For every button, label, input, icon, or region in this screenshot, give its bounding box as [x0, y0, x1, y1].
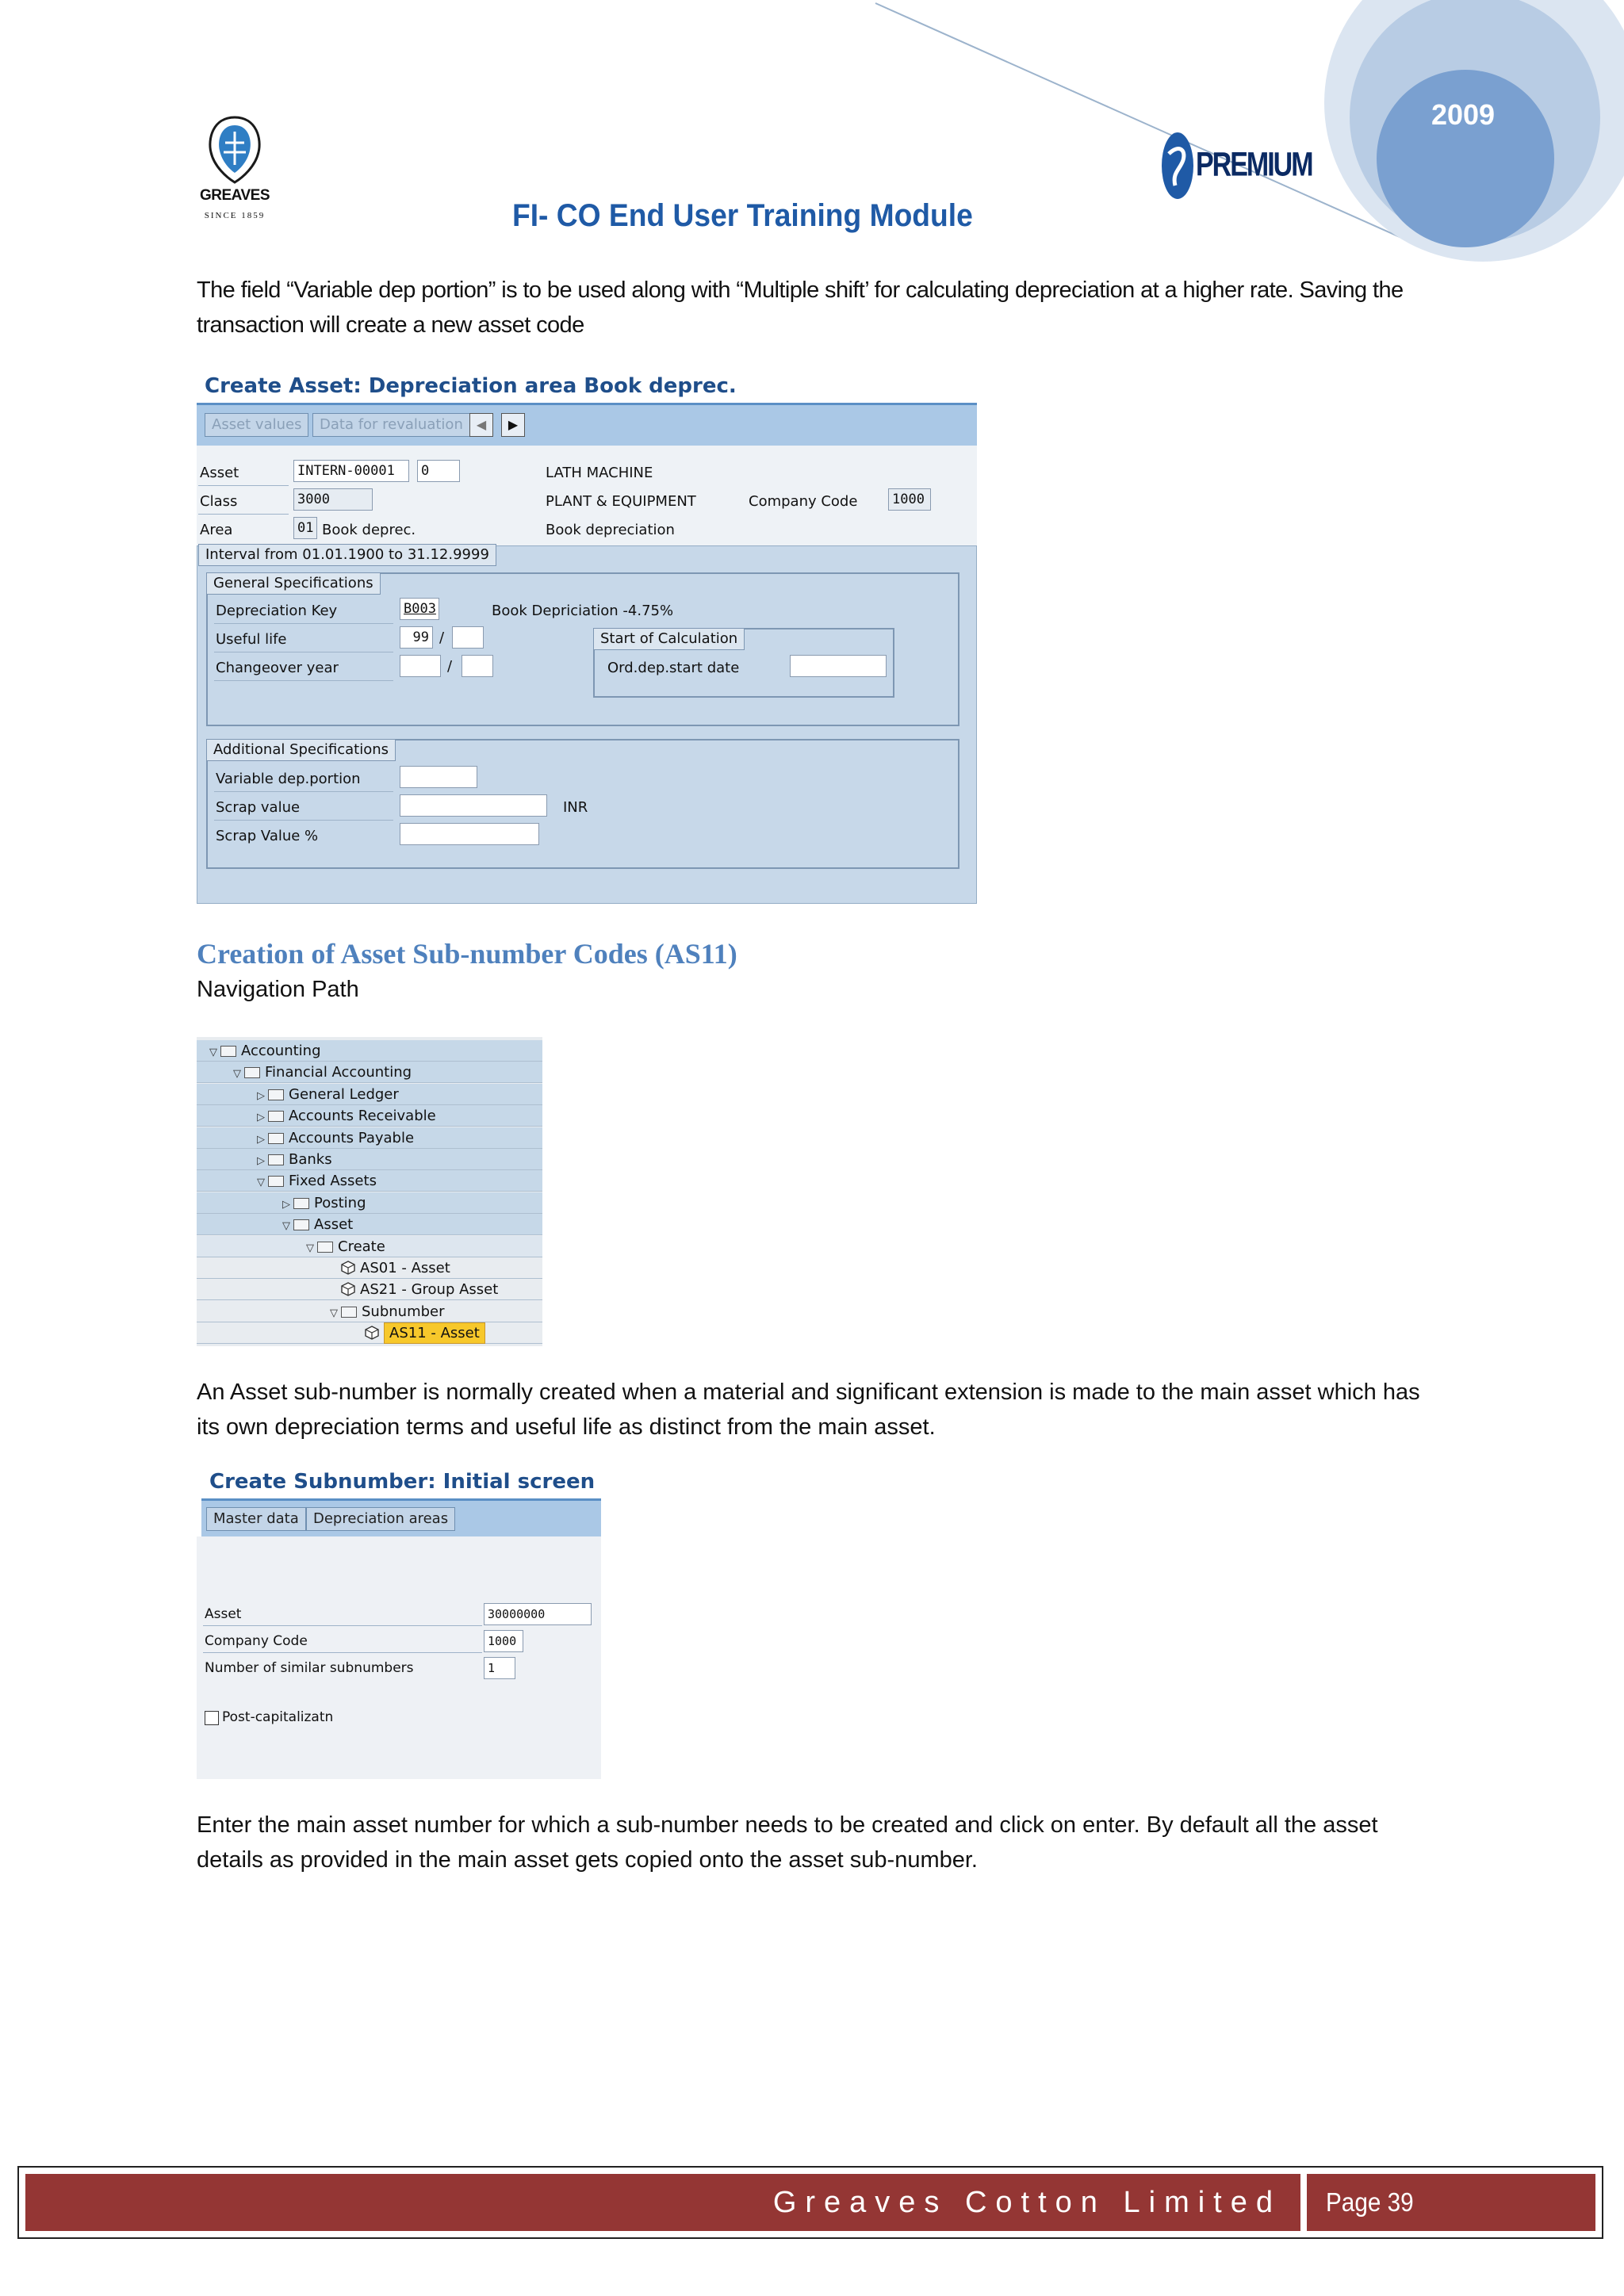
- intro-paragraph: The field “Variable dep portion” is to be used along with “Multiple shift’ for calculating depreciation at a higher rate. Saving the transaction will create a new asset code: [197, 277, 1404, 338]
- data-for-revaluation-button[interactable]: Data for revaluation: [312, 413, 470, 437]
- tree-node[interactable]: [209, 1040, 321, 1062]
- main-asset-field[interactable]: 30000000: [484, 1603, 592, 1625]
- folder-icon: [268, 1089, 284, 1100]
- useful-life-periods-field[interactable]: [452, 626, 484, 649]
- depreciation-key-description: Book Depriciation -4.75%: [492, 603, 674, 619]
- screen-toolbar: [197, 403, 977, 446]
- open-folder-icon: [220, 1046, 236, 1057]
- asset-number-field[interactable]: INTERN-00001: [293, 460, 409, 482]
- subnumber-instructions-paragraph: Enter the main asset number for which a sub-number needs to be created and click on enter. By default all the asset details as provided in the main asset gets copied onto the asset sub-number.: [197, 1812, 1378, 1873]
- premium-wordmark: PREMIUM: [1196, 146, 1312, 184]
- depreciation-key-field[interactable]: B003: [400, 598, 439, 620]
- footer-company-name: Greaves Cotton Limited: [772, 2186, 1281, 2219]
- tree-node[interactable]: [330, 1301, 445, 1322]
- create-asset-screen: [197, 371, 977, 904]
- open-folder-icon: [341, 1307, 357, 1318]
- tree-node-label: Financial Accounting: [265, 1064, 412, 1081]
- post-capitalization-checkbox[interactable]: [205, 1711, 219, 1725]
- expanded-triangle-icon: ▽: [282, 1220, 290, 1233]
- tree-node[interactable]: [354, 1322, 485, 1344]
- tree-node-label: Banks: [289, 1151, 332, 1168]
- asset-label: Asset: [200, 465, 239, 481]
- open-folder-icon: [317, 1242, 333, 1253]
- screen-title: Create Subnumber: Initial screen: [209, 1470, 596, 1494]
- similar-subnumbers-label: Number of similar subnumbers: [205, 1660, 414, 1676]
- changeover-year-label: Changeover year: [216, 660, 339, 676]
- expanded-triangle-icon: ▽: [330, 1307, 338, 1319]
- useful-life-separator: /: [439, 629, 445, 646]
- company-code-field: 1000: [888, 488, 931, 511]
- transaction-cube-icon: [341, 1260, 355, 1274]
- changeover-period-field[interactable]: [462, 655, 493, 677]
- tree-node-label: Accounting: [241, 1043, 321, 1059]
- greaves-logo-icon: [195, 114, 274, 187]
- depreciation-areas-button[interactable]: Depreciation areas: [306, 1507, 455, 1531]
- depreciation-key-label: Depreciation Key: [216, 603, 338, 619]
- useful-life-label: Useful life: [216, 631, 287, 648]
- expanded-triangle-icon: ▽: [233, 1068, 241, 1081]
- transaction-cube-icon: [365, 1325, 379, 1339]
- interval-label: Interval from 01.01.1900 to 31.12.9999: [198, 544, 496, 566]
- additional-specifications-title: Additional Specifications: [206, 739, 396, 761]
- tree-node-label: Accounts Payable: [289, 1129, 415, 1146]
- asset-description: LATH MACHINE: [546, 465, 653, 481]
- section-heading: Creation of Asset Sub-number Codes (AS11): [197, 938, 737, 970]
- expanded-triangle-icon: ▽: [209, 1047, 217, 1058]
- tree-node[interactable]: [257, 1170, 377, 1192]
- subnumber-explanation-paragraph: An Asset sub-number is normally created when a material and significant extension is made to the main asset which has its own depreciation terms and useful life as distinct from the main asset.: [197, 1380, 1420, 1440]
- tree-node[interactable]: [257, 1105, 436, 1127]
- ord-dep-start-field[interactable]: [790, 655, 887, 677]
- post-capitalization-label: Post-capitalizatn: [222, 1709, 334, 1725]
- premium-logo-icon: [1158, 130, 1197, 201]
- tree-node[interactable]: [330, 1279, 498, 1300]
- tree-node-label: Subnumber: [362, 1303, 445, 1320]
- ord-dep-start-label: Ord.dep.start date: [607, 660, 740, 676]
- asset-subnumber-field[interactable]: 0: [417, 460, 460, 482]
- tree-node[interactable]: [282, 1192, 366, 1214]
- tree-node-label: AS01 - Asset: [360, 1260, 450, 1276]
- open-folder-icon: [293, 1219, 309, 1230]
- folder-icon: [268, 1111, 284, 1122]
- folder-icon: [268, 1133, 284, 1144]
- tree-node-label: Fixed Assets: [289, 1173, 377, 1190]
- expanded-triangle-icon: ▽: [306, 1242, 314, 1254]
- transaction-cube-icon: [341, 1281, 355, 1295]
- tree-node[interactable]: [306, 1236, 385, 1257]
- tree-node-label: Asset: [314, 1216, 354, 1234]
- tree-node-label: General Ledger: [289, 1085, 399, 1103]
- class-field: 3000: [293, 488, 373, 511]
- tree-node[interactable]: [233, 1062, 412, 1083]
- document-title: FI- CO End User Training Module: [512, 198, 973, 233]
- tree-row-band: [197, 1149, 542, 1170]
- tree-node-label: Create: [338, 1238, 385, 1255]
- area-label: Area: [200, 522, 233, 538]
- scrap-value-field[interactable]: [400, 794, 547, 817]
- area-text: Book deprec.: [322, 522, 416, 538]
- tree-node-label: AS11 - Asset: [384, 1322, 485, 1344]
- navigation-path-label: Navigation Path: [197, 977, 359, 1002]
- screen-title: Create Asset: Depreciation area Book deprec.: [205, 374, 737, 398]
- scrap-value-label: Scrap value: [216, 799, 301, 816]
- tree-node[interactable]: [257, 1127, 414, 1149]
- area-field: 01: [293, 517, 317, 539]
- scrap-value-currency: INR: [563, 799, 588, 816]
- collapsed-triangle-icon: ▷: [257, 1089, 265, 1102]
- expanded-triangle-icon: ▽: [257, 1177, 265, 1189]
- open-folder-icon: [268, 1176, 284, 1187]
- tree-node[interactable]: [282, 1214, 353, 1235]
- tree-node-label: Posting: [314, 1194, 366, 1211]
- folder-icon: [293, 1198, 309, 1209]
- screen-toolbar: [201, 1498, 601, 1536]
- navigation-tree: [197, 1037, 542, 1346]
- useful-life-years-field[interactable]: 99: [400, 626, 433, 649]
- create-subnumber-screen: [197, 1468, 601, 1779]
- company-code-field[interactable]: 1000: [484, 1630, 523, 1652]
- company-code-label: Company Code: [205, 1633, 308, 1649]
- collapsed-triangle-icon: ▷: [282, 1198, 290, 1211]
- tree-node-label: AS21 - Group Asset: [360, 1281, 499, 1299]
- tree-row-band: [197, 1192, 542, 1214]
- company-code-label: Company Code: [749, 493, 858, 510]
- variable-dep-portion-field[interactable]: [400, 766, 477, 788]
- screen-body: [197, 1536, 601, 1779]
- tree-node[interactable]: [257, 1149, 332, 1170]
- page-number: Page 39: [1326, 2187, 1414, 2217]
- logo-since: SINCE 1859: [204, 211, 266, 220]
- class-label: Class: [200, 493, 238, 510]
- changeover-separator: /: [447, 658, 453, 675]
- open-folder-icon: [244, 1067, 260, 1078]
- logo-name: GREAVES: [199, 187, 270, 204]
- asset-label: Asset: [205, 1606, 242, 1622]
- collapsed-triangle-icon: ▷: [257, 1155, 265, 1167]
- changeover-year-field[interactable]: [400, 655, 441, 677]
- area-description: Book depreciation: [546, 522, 675, 538]
- next-arrow-icon[interactable]: ▶: [501, 413, 525, 437]
- previous-arrow-icon[interactable]: ◀: [469, 413, 493, 437]
- tree-node-label: Accounts Receivable: [289, 1108, 436, 1125]
- tree-node[interactable]: [257, 1084, 399, 1105]
- asset-values-button[interactable]: Asset values: [205, 413, 308, 437]
- scrap-value-percent-label: Scrap Value %: [216, 828, 319, 844]
- tree-node[interactable]: [330, 1257, 450, 1279]
- variable-dep-portion-label: Variable dep.portion: [216, 771, 361, 787]
- similar-subnumbers-field[interactable]: 1: [484, 1657, 515, 1679]
- folder-icon: [268, 1154, 284, 1165]
- collapsed-triangle-icon: ▷: [257, 1112, 265, 1124]
- general-specifications-title: General Specifications: [206, 572, 381, 595]
- start-of-calculation-title: Start of Calculation: [593, 628, 745, 650]
- master-data-button[interactable]: Master data: [206, 1507, 306, 1531]
- scrap-value-percent-field[interactable]: [400, 823, 539, 845]
- tree-row-band: [197, 1214, 542, 1235]
- class-description: PLANT & EQUIPMENT: [546, 493, 696, 510]
- year-label: 2009: [1431, 98, 1496, 131]
- collapsed-triangle-icon: ▷: [257, 1133, 265, 1146]
